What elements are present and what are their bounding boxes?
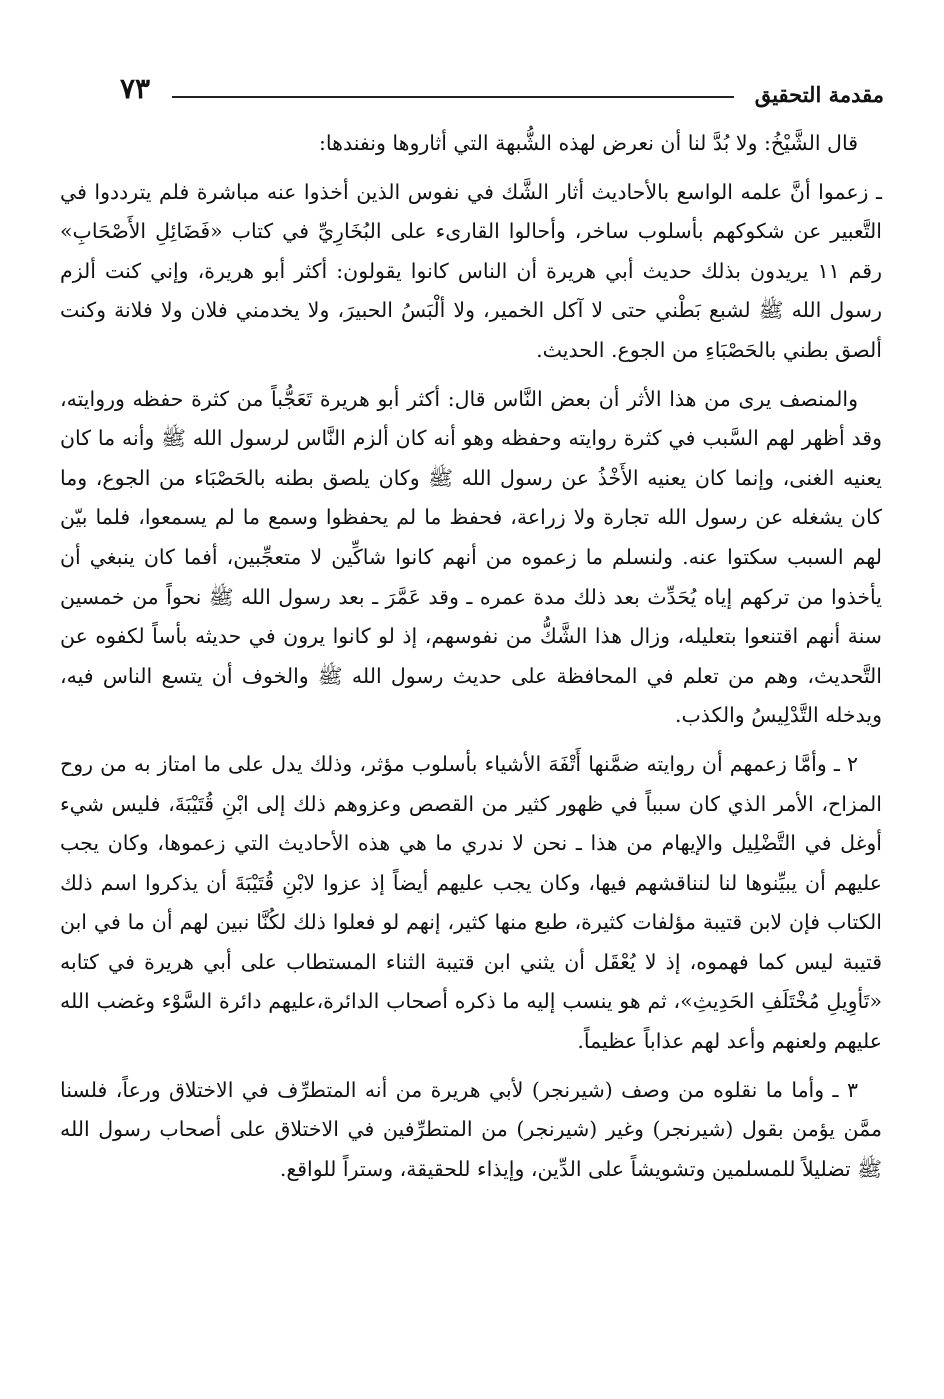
page-number: ٧٣: [120, 72, 151, 105]
paragraph-intro: قال الشَّيْخُ: ولا بُدَّ لنا أن نعرض لهذه الشُّبهة التي أثاروها ونفندها:: [318, 131, 858, 155]
header-rule: [172, 96, 734, 98]
body-text: [60, 124, 882, 1198]
paragraph-claim-1: ـ زعموا أنَّ علمه الواسع بالأحاديث أثار الشَّك في نفوس الذين أخذوا عنه مباشرة فلم يترددوا في التَّعبير عن شكوكهم بأسلوب ساخر، وأحالوا القارىء على البُخَارِيِّ في كتاب «فَضَائِلِ الأَصْحَابِ» رقم ١١ يريدون بذلك حديث أبي هريرة أن الناس كانوا يقولون: أكثر أبو هريرة، وإني كنت ألزم رسول الله ﷺ لشبع بَطْني حتى لا آكل الخمير، ولا ألْبَسُ الحبيرَ، ولا يخدمني فلان ولا فلانة وكنت ألصق بطني بالحَصْبَاءِ من الجوع. الحديث.: [60, 179, 883, 362]
paragraph-response-1: والمنصف يرى من هذا الأثر أن بعض النَّاس قال: أكثر أبو هريرة تَعَجُّباً من كثرة حفظه وروايته، وقد أظهر لهم السَّبب في كثرة روايته وحفظه وهو أنه كان ألزم النَّاس لرسول الله ﷺ وأنه ما كان يعنيه الغنى، وإنما كان يعنيه الأَخْذُ عن رسول الله ﷺ وكان يلصق بطنه بالحَصْبَاء من الجوع، وما كان يشغله عن رسول الله تجارة ولا زراعة، فحفظ ما لم يحفظوا وسمع ما لم يسمعوا، فلما بيّن لهم السبب سكتوا عنه. ولنسلم ما زعموه من أنهم كانوا شاكِّين لا متعجِّبين، أفما كان ينبغي أن يأخذوا من تركهم إياه يُحَدِّث بعد ذلك مدة عمره ـ وقد عَمَّرَ ـ بعد رسول الله ﷺ نحواً من خمسين سنة أنهم اقتنعوا بتعليله، وزال هذا الشَّكُّ من نفوسهم، إذ لو كانوا يرون في حديثه بأساً لكفوه عن التَّحديث، وهم من تعلم في المحافظة على حديث رسول الله ﷺ والخوف أن يتسع الناس فيه، ويدخله التَّدْلِيسُ والكذب.: [60, 386, 882, 728]
running-header: [120, 70, 884, 114]
paragraph-claim-3: ٣ ـ وأما ما نقلوه من وصف (شيرنجر) لأبي هريرة من أنه المتطرِّف في الاختلاق ورعاً، فلسنا ممَّن يؤمن بقول (شيرنجر) وغير (شيرنجر) من المتطرِّفين في الاختلاق على أصحاب رسول الله ﷺ تضليلاً للمسلمين وتشويشاً على الدِّين، وإيذاء للحقيقة، وستراً للواقع.: [60, 1077, 882, 1181]
paragraph-claim-2: ٢ ـ وأمَّا زعمهم أن روايته ضمَّنها أَتْفَهَ الأشياء بأسلوب مؤثر، وذلك يدل على ما امتاز به من روح المزاح، الأمر الذي كان سبباً في ظهور كثير من القصص وعزوهم ذلك إلى ابْنِ قُتَيْبَةَ، فليس شيء أوغل في التَّضْلِيل والإيهام من هذا ـ نحن لا ندري ما هي هذه الأحاديث التي زعموها، وكان يجب عليهم أن يبيِّنوها لنا لنناقشهم فيها، وكان يجب عليهم أيضاً إذ عزوا لابْنِ قُتَيْبَةَ أن يذكروا اسم ذلك الكتاب فإن لابن قتيبة مؤلفات كثيرة، طبع منها كثير، إنهم لو فعلوا ذلك لكُنَّا نبين لهم أن ما في ابن قتيبة ليس كما فهموه، إذ لا يُعْقَل أن يثني ابن قتيبة الثناء المستطاب على أبي هريرة في كتابه «تَأوِيلِ مُخْتَلَفِ الحَدِيثِ»، ثم هو ينسب إليه ما ذكره أصحاب الدائرة،عليهم دائرة السَّوْء وغضب الله عليهم ولعنهم وأعد لهم عذاباً عظيماً.: [60, 751, 882, 1054]
header-title: مقدمة التحقيق: [754, 82, 884, 107]
